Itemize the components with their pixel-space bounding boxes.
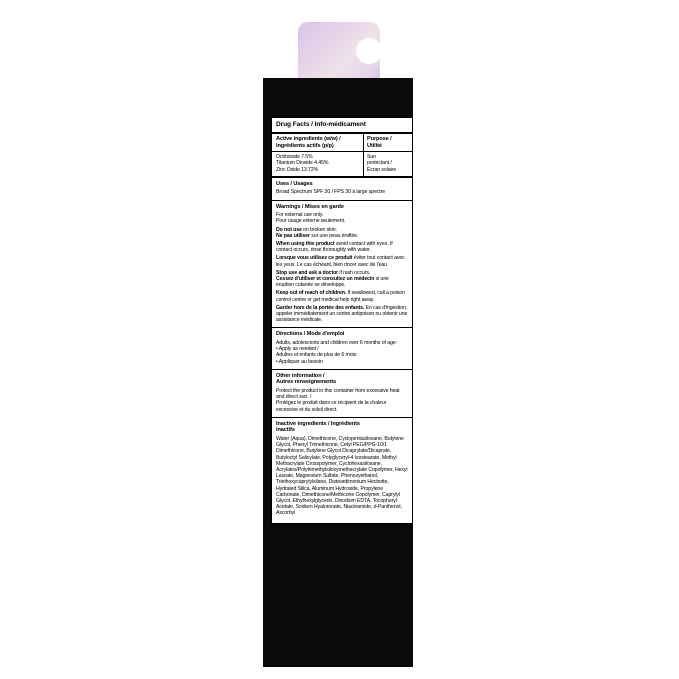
warnings-line-text: on broken skin.: [301, 226, 337, 233]
active-ingredient-item: Octinoxate 7.5%: [276, 154, 313, 161]
warnings-line: [276, 255, 408, 267]
drug-facts-label: [271, 117, 413, 524]
active-ingredients-label-line1: Active ingredients (w/w) /: [276, 136, 341, 142]
directions-line: • Apply as needed /: [276, 346, 319, 353]
carton-body: [263, 78, 413, 667]
other-information-heading-line1: Other information /: [276, 372, 325, 379]
warnings-line-bold: Lorsque vous utilisez ce produit: [276, 255, 353, 262]
warnings-heading: Warnings / Mises en garde: [276, 203, 344, 210]
product-package: [263, 22, 413, 667]
other-information-line: Protégez le produit dans ce récipient de la chaleur excessive et du soleil direct.: [276, 400, 387, 413]
warnings-line: [276, 305, 408, 324]
purpose-label-line2: Utilité: [367, 142, 382, 149]
warnings-line-bold: Keep out of reach of children.: [276, 290, 347, 297]
inactive-ingredients-heading-line1: Inactive ingredients / Ingrédients: [276, 420, 360, 427]
warnings-line: [276, 290, 408, 302]
warnings-line-text: si une éruption cutanée se développe.: [276, 276, 389, 289]
hang-tab: [298, 22, 380, 82]
active-ingredient-item: Titanium Dioxide 4.45%: [276, 160, 329, 167]
panel-title-section: [272, 118, 412, 134]
directions-heading: Directions / Mode d'emploi: [276, 331, 345, 338]
other-information-line: Protect the product in this container from excessive heat and direct sun. /: [276, 388, 400, 401]
purpose-item: Sun: [367, 154, 376, 161]
directions-line: Adults, adolescents and children over 6 months of age:: [276, 340, 397, 347]
warnings-line: [276, 241, 408, 253]
inactive-ingredients-section: [272, 418, 412, 523]
uses-heading: Uses / Usages: [276, 180, 313, 187]
uses-section: [272, 178, 412, 201]
warnings-line-bold: Garder hors de la portée des enfants.: [276, 304, 365, 311]
warnings-line-bold: Stop use and ask a doctor: [276, 269, 339, 276]
purpose-list: [364, 152, 412, 176]
purpose-item: protectant /: [367, 160, 392, 167]
active-ingredients-col-label: [272, 134, 364, 151]
warnings-line-bold: Do not use: [276, 226, 302, 233]
active-ingredients-header: [272, 134, 412, 152]
warnings-line-text: En cas d'ingestion, appeler immédiatement un centre antipoison ou obtenir une assistance médicale.: [276, 304, 408, 324]
warnings-line-text: Pour usage externe seulement.: [276, 218, 346, 225]
hang-hole-icon: [356, 38, 382, 64]
warnings-line-text: if rash occurs.: [338, 269, 371, 276]
warnings-line-bold: When using this product: [276, 241, 335, 247]
warnings-line-text: For external use only.: [276, 212, 324, 219]
active-ingredients-list: [272, 152, 364, 176]
warnings-line-text: If swallowed, call a poison control centre or get medical help right away.: [276, 290, 405, 303]
warnings-line-bold: Cessez d'utiliser et consultez un médecin: [276, 276, 375, 283]
warnings-line-bold: Ne pas utiliser: [276, 232, 310, 239]
inactive-ingredients-text: Water (Aqua), Dimethicone, Cyclopentasiloxane, Butylene Glycol, Phenyl Trimethicone, Cetyl PEG/PPG-10/1 Dimethicone, Butylene Glycol Dicaprylate/Dicaprate, Butyloctyl Salicylate, Polyglyceryl-4 Isostearate, Methyl Methacrylate Crosspolymer, Cyclohexasiloxane, Acrylates/Polytrimethylsiloxymethacrylate Copolymer, Hexyl Laurate, Magnesium Sulfate, Phenoxyethanol, Triethoxycaprylylsilane, Disteardimonium Hectorite, Hydrated Silica, Aluminum Hydroxide, Propylene Carbonate, Dimethicone/Methicone Copolymer, Caprylyl Glycol, Ethylhexylglycerin, Disodium EDTA, Tocopheryl Acetate, Sodium Hyaluronate, Niacinamide, d-Panthenol, Ascorbyl: [276, 436, 408, 517]
warnings-line-text: éviter tout contact avec les yeux. Le cas échéant, bien rincer avec de l'eau: [276, 255, 405, 268]
directions-line: • Appliquer au besoin: [276, 358, 323, 365]
inactive-ingredients-heading-line2: inactifs: [276, 427, 295, 434]
directions-section: [272, 328, 412, 369]
warnings-line: [276, 276, 408, 288]
warnings-line-text: sur une peau éraflée.: [309, 232, 359, 239]
panel-title: Drug Facts / Info-médicament: [276, 121, 366, 128]
active-ingredient-item: Zinc Oxide 13.72%: [276, 166, 319, 173]
active-ingredients-body: [272, 152, 412, 178]
other-information-section: [272, 370, 412, 418]
warnings-line-text: avoid contact with eyes. If contact occurs, rinse thoroughly with water.: [276, 241, 393, 254]
purpose-item: Écran solaire: [367, 166, 396, 173]
directions-line: Adultes et enfants de plus de 6 mois:: [276, 352, 358, 359]
purpose-col-label: [364, 134, 412, 151]
uses-text: Broad Spectrum SPF 30 / FPS 30 à large spectre: [276, 189, 386, 196]
warnings-section: [272, 201, 412, 329]
active-ingredients-label-line2: Ingrédients actifs (p/p): [276, 142, 334, 149]
purpose-label-line1: Purpose /: [367, 136, 392, 142]
other-information-heading-line2: Autres renseignements: [276, 379, 337, 386]
